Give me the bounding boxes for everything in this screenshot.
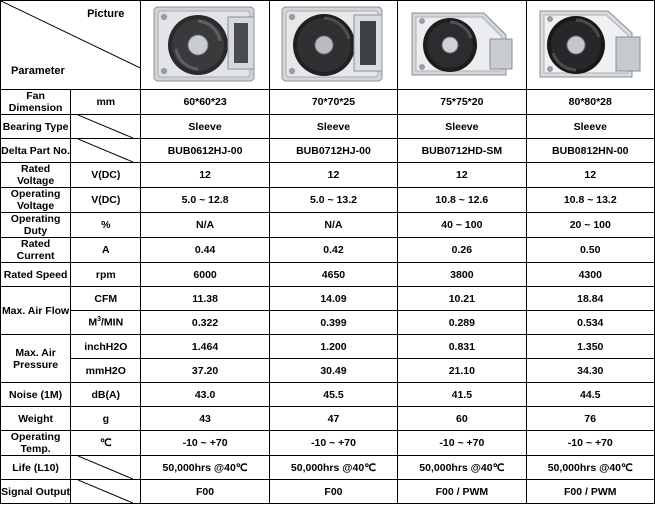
cell-value: N/A — [141, 213, 269, 238]
cell-value: 4300 — [526, 263, 654, 287]
table-row — [1, 335, 655, 359]
cell-value: 50,000hrs @40℃ — [269, 456, 397, 480]
cell-value: 5.0 ~ 12.8 — [141, 188, 269, 213]
row-unit-label: CFM — [71, 287, 141, 311]
blower-fan-photo-3 — [398, 1, 525, 89]
row-parameter-label: Rated Voltage — [1, 163, 71, 188]
cell-value: Sleeve — [398, 115, 526, 139]
blower-fan-photo-4 — [527, 1, 654, 89]
cell-value: BUB0812HN-00 — [526, 139, 654, 163]
picture-label: Picture — [87, 8, 125, 20]
cell-value: 12 — [269, 163, 397, 188]
cell-value: -10 ~ +70 — [526, 431, 654, 456]
cell-value: 0.399 — [269, 311, 397, 335]
row-unit-empty — [71, 139, 141, 163]
cell-value: -10 ~ +70 — [141, 431, 269, 456]
table-row — [1, 311, 655, 335]
table-row — [1, 90, 655, 115]
cell-value: 44.5 — [526, 383, 654, 407]
table-row — [1, 431, 655, 456]
cell-value: 30.49 — [269, 359, 397, 383]
cell-value: 80*80*28 — [526, 90, 654, 115]
cell-value: 10.21 — [398, 287, 526, 311]
fan-photo-cell-3 — [398, 1, 526, 90]
cell-value: 60*60*23 — [141, 90, 269, 115]
row-parameter-label: Max. Air Pressure — [1, 335, 71, 383]
row-unit-empty — [71, 115, 141, 139]
cell-value: 21.10 — [398, 359, 526, 383]
row-parameter-label: Life (L10) — [1, 456, 71, 480]
cell-value: 11.38 — [141, 287, 269, 311]
row-unit-empty — [71, 456, 141, 480]
table-row — [1, 287, 655, 311]
cell-value: Sleeve — [526, 115, 654, 139]
row-unit-label: ℃ — [71, 431, 141, 456]
cell-value: 43.0 — [141, 383, 269, 407]
row-unit-label: mm — [71, 90, 141, 115]
cell-value: F00 — [269, 480, 397, 504]
parameter-label: Parameter — [11, 65, 65, 77]
cell-value: 50,000hrs @40℃ — [526, 456, 654, 480]
cell-value: -10 ~ +70 — [269, 431, 397, 456]
cell-value: F00 / PWM — [526, 480, 654, 504]
row-unit-label: V(DC) — [71, 188, 141, 213]
row-parameter-label: Signal Output — [1, 480, 71, 504]
cell-value: 5.0 ~ 13.2 — [269, 188, 397, 213]
row-unit-label: dB(A) — [71, 383, 141, 407]
diagonal-divider-icon — [71, 115, 140, 138]
diagonal-divider-icon — [71, 480, 140, 503]
cell-value: 60 — [398, 407, 526, 431]
fan-photo-cell-2 — [269, 1, 397, 90]
row-unit-label: g — [71, 407, 141, 431]
cell-value: 0.44 — [141, 238, 269, 263]
cell-value: BUB0612HJ-00 — [141, 139, 269, 163]
cell-value: 10.8 ~ 12.6 — [398, 188, 526, 213]
row-unit-label: mmH2O — [71, 359, 141, 383]
table-row — [1, 456, 655, 480]
row-parameter-label: Bearing Type — [1, 115, 71, 139]
table-row — [1, 115, 655, 139]
cell-value: 18.84 — [526, 287, 654, 311]
cell-value: 70*70*25 — [269, 90, 397, 115]
row-parameter-label: Operating Duty — [1, 213, 71, 238]
cell-value: 50,000hrs @40℃ — [141, 456, 269, 480]
cell-value: 12 — [526, 163, 654, 188]
row-parameter-label: Noise (1M) — [1, 383, 71, 407]
cell-value: BUB0712HD-SM — [398, 139, 526, 163]
cell-value: 45.5 — [269, 383, 397, 407]
cell-value: 34.30 — [526, 359, 654, 383]
cell-value: 0.26 — [398, 238, 526, 263]
row-parameter-label: Operating Voltage — [1, 188, 71, 213]
cell-value: N/A — [269, 213, 397, 238]
cell-value: 12 — [141, 163, 269, 188]
table-row — [1, 407, 655, 431]
row-unit-empty — [71, 480, 141, 504]
table-row — [1, 213, 655, 238]
cell-value: Sleeve — [269, 115, 397, 139]
row-parameter-label: Max. Air Flow — [1, 287, 71, 335]
row-parameter-label: Fan Dimension — [1, 90, 71, 115]
cell-value: 1.200 — [269, 335, 397, 359]
cell-value: 1.464 — [141, 335, 269, 359]
cell-value: Sleeve — [141, 115, 269, 139]
row-unit-label: inchH2O — [71, 335, 141, 359]
cell-value: 3800 — [398, 263, 526, 287]
cell-value: 4650 — [269, 263, 397, 287]
row-parameter-label: Operating Temp. — [1, 431, 71, 456]
row-unit-label: V(DC) — [71, 163, 141, 188]
cell-value: 0.322 — [141, 311, 269, 335]
diagonal-divider-icon — [71, 139, 140, 162]
blower-fan-photo-1 — [141, 1, 268, 89]
cell-value: 43 — [141, 407, 269, 431]
diagonal-divider-icon — [71, 456, 140, 479]
row-parameter-label: Rated Speed — [1, 263, 71, 287]
cell-value: 6000 — [141, 263, 269, 287]
cell-value: 0.534 — [526, 311, 654, 335]
cell-value: 0.289 — [398, 311, 526, 335]
cell-value: F00 / PWM — [398, 480, 526, 504]
cell-value: 10.8 ~ 13.2 — [526, 188, 654, 213]
cell-value: 0.831 — [398, 335, 526, 359]
header-parameter-picture-cell — [1, 1, 141, 90]
blower-fan-photo-2 — [270, 1, 397, 89]
cell-value: 14.09 — [269, 287, 397, 311]
row-unit-label: A — [71, 238, 141, 263]
cell-value: 40 ~ 100 — [398, 213, 526, 238]
cell-value: 50,000hrs @40℃ — [398, 456, 526, 480]
cell-value: -10 ~ +70 — [398, 431, 526, 456]
cell-value: 12 — [398, 163, 526, 188]
cell-value: F00 — [141, 480, 269, 504]
table-row — [1, 139, 655, 163]
row-parameter-label: Delta Part No. — [1, 139, 71, 163]
row-unit-label: $M^3$/MIN — [71, 311, 141, 335]
cell-value: BUB0712HJ-00 — [269, 139, 397, 163]
table-header-row — [1, 1, 655, 90]
row-unit-label: % — [71, 213, 141, 238]
fan-photo-cell-4 — [526, 1, 654, 90]
cell-value: 41.5 — [398, 383, 526, 407]
cell-value: 20 ~ 100 — [526, 213, 654, 238]
table-row — [1, 188, 655, 213]
table-row — [1, 359, 655, 383]
table-row — [1, 480, 655, 504]
table-row — [1, 163, 655, 188]
row-parameter-label: Weight — [1, 407, 71, 431]
cell-value: 0.42 — [269, 238, 397, 263]
fan-photo-cell-1 — [141, 1, 269, 90]
cell-value: 0.50 — [526, 238, 654, 263]
table-row — [1, 263, 655, 287]
cell-value: 37.20 — [141, 359, 269, 383]
cell-value: 75*75*20 — [398, 90, 526, 115]
cell-value: 76 — [526, 407, 654, 431]
cell-value: 47 — [269, 407, 397, 431]
row-parameter-label: Rated Current — [1, 238, 71, 263]
cell-value: 1.350 — [526, 335, 654, 359]
row-unit-label: rpm — [71, 263, 141, 287]
table-row — [1, 238, 655, 263]
table-row — [1, 383, 655, 407]
